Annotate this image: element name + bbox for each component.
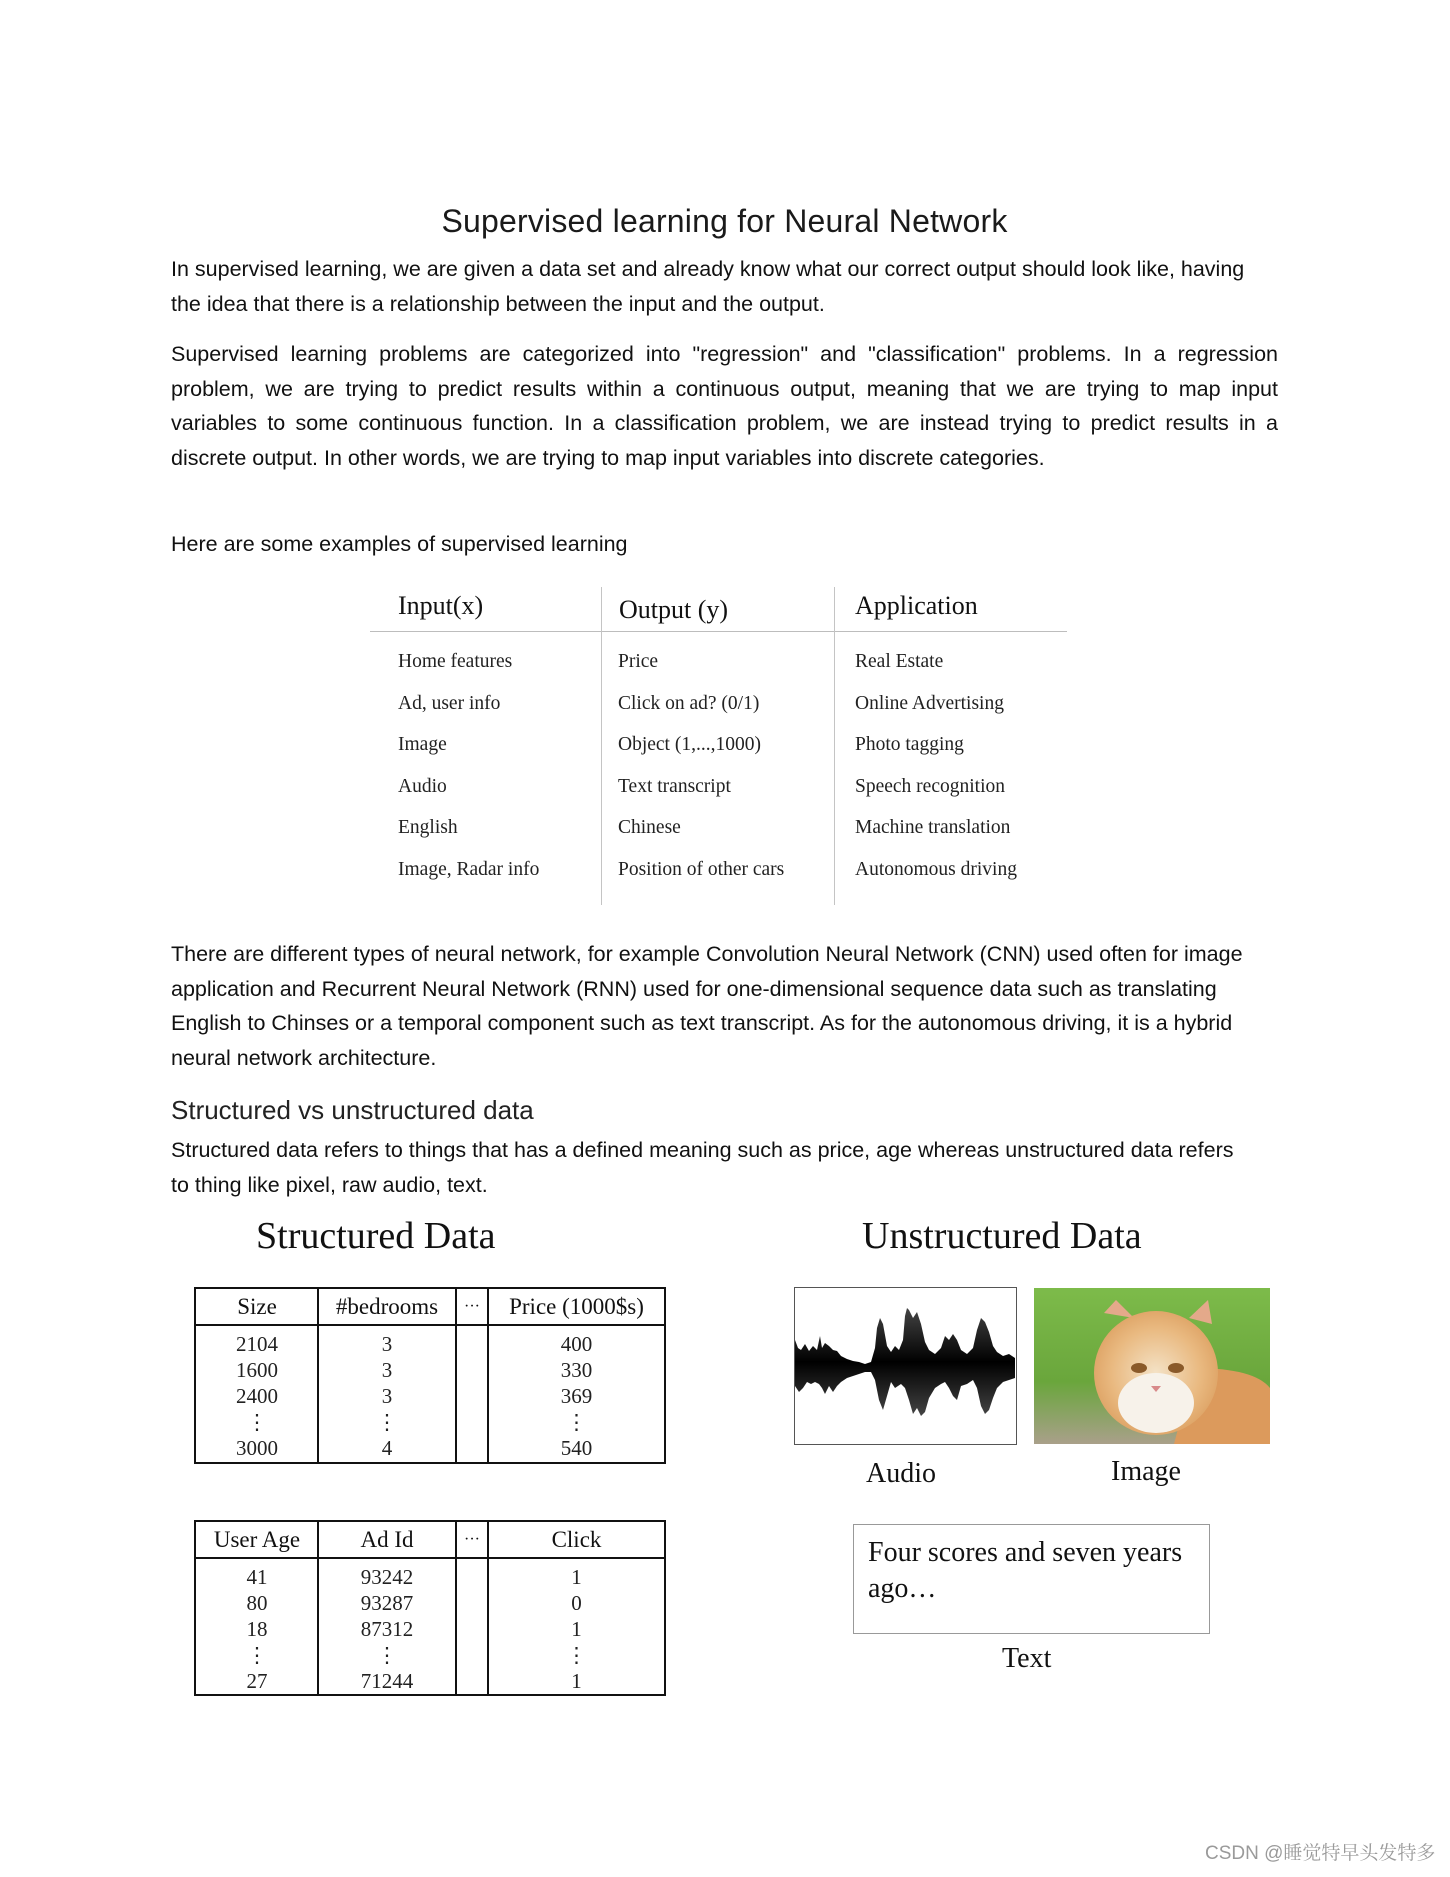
cell: 41 bbox=[246, 1565, 268, 1589]
waveform-icon bbox=[795, 1288, 1015, 1443]
cell: 1 bbox=[571, 1669, 582, 1693]
cell-application: Photo tagging bbox=[855, 734, 964, 755]
header-user-age: User Age bbox=[213, 1527, 301, 1552]
click-column bbox=[489, 1564, 664, 1694]
cell: 93287 bbox=[360, 1591, 414, 1615]
cell-application: Autonomous driving bbox=[855, 859, 1017, 880]
cell: 1 bbox=[571, 1617, 582, 1641]
cat-image-icon bbox=[1034, 1288, 1270, 1444]
vdots: ⋮ bbox=[376, 1410, 398, 1434]
audio-label: Audio bbox=[866, 1458, 936, 1489]
cell-application: Machine translation bbox=[855, 817, 1011, 838]
header-ellipsis: ··· bbox=[464, 1298, 480, 1315]
size-column bbox=[196, 1331, 318, 1461]
cell-input: English bbox=[398, 817, 458, 838]
cell: 4 bbox=[381, 1436, 393, 1460]
cell: 3 bbox=[381, 1358, 393, 1382]
cell-output: Click on ad? (0/1) bbox=[618, 693, 760, 714]
cell: 400 bbox=[560, 1332, 593, 1356]
document-title: Supervised learning for Neural Network bbox=[441, 203, 1008, 239]
cat-photo bbox=[1034, 1288, 1270, 1444]
section-heading: Structured vs unstructured data bbox=[171, 1095, 534, 1125]
cell: 330 bbox=[560, 1358, 593, 1382]
cell: 93242 bbox=[360, 1565, 414, 1589]
cell-input: Home features bbox=[398, 651, 513, 672]
price-column bbox=[489, 1331, 664, 1461]
cell-input: Image bbox=[398, 734, 447, 755]
header-application: Application bbox=[855, 591, 978, 620]
cell-application: Speech recognition bbox=[855, 776, 1005, 797]
cell: 3 bbox=[381, 1384, 393, 1408]
header-ellipsis: ··· bbox=[464, 1531, 480, 1548]
categories-paragraph: Supervised learning problems are categorized into "regression" and "classification" problems. In a regression problem, we are trying to predict results within a continuous output, meaning that we are trying to map input variables to some continuous function. In a classification problem, we are instead trying to predict results in a discrete output. In other words, we are trying to map input variables into discrete categories. bbox=[171, 342, 1278, 470]
vdots: ⋮ bbox=[246, 1643, 268, 1667]
header-rule bbox=[370, 631, 1067, 632]
cell: 1600 bbox=[236, 1358, 278, 1382]
cell: 369 bbox=[560, 1384, 593, 1408]
user-age-column bbox=[196, 1564, 318, 1694]
vdots: ⋮ bbox=[246, 1410, 268, 1434]
header-ad-id: Ad Id bbox=[360, 1527, 414, 1552]
header-input: Input(x) bbox=[398, 591, 484, 620]
vdots: ⋮ bbox=[566, 1643, 587, 1667]
header-size: Size bbox=[237, 1294, 277, 1319]
cell: 80 bbox=[246, 1591, 268, 1615]
cell: 18 bbox=[246, 1617, 268, 1641]
text-sample-box: Four scores and seven years ago… bbox=[853, 1524, 1210, 1634]
ad-id-column bbox=[319, 1564, 455, 1694]
header-price: Price (1000$s) bbox=[509, 1294, 644, 1319]
header-bedrooms: #bedrooms bbox=[335, 1294, 439, 1319]
cell-output: Price bbox=[618, 651, 659, 672]
column-divider bbox=[834, 587, 835, 905]
unstructured-data-title: Unstructured Data bbox=[862, 1215, 1142, 1257]
cell-input: Ad, user info bbox=[398, 693, 501, 714]
header-output: Output (y) bbox=[619, 595, 729, 624]
cell: 0 bbox=[571, 1591, 582, 1615]
cell: 27 bbox=[246, 1669, 268, 1693]
cell: 2400 bbox=[236, 1384, 278, 1408]
vdots: ⋮ bbox=[566, 1410, 587, 1434]
examples-table bbox=[370, 587, 1067, 905]
bedrooms-column bbox=[319, 1331, 455, 1461]
column-divider bbox=[601, 587, 602, 905]
ads-table bbox=[194, 1520, 666, 1696]
audio-waveform-image bbox=[794, 1287, 1017, 1445]
cell: 1 bbox=[571, 1565, 582, 1589]
image-label: Image bbox=[1111, 1456, 1181, 1487]
vdots: ⋮ bbox=[376, 1643, 398, 1667]
cell: 3 bbox=[381, 1332, 393, 1356]
cell-application: Real Estate bbox=[855, 651, 944, 672]
nn-types-paragraph: There are different types of neural network, for example Convolution Neural Network (CNN) used often for image application and Recurrent Neural Network (RNN) used for one-dimensional sequence data such as translating English to Chinses or a temporal component such as text transcript. As for the autonomous driving, it is a hybrid neural network architecture. bbox=[171, 942, 1243, 1070]
cell: 540 bbox=[560, 1436, 593, 1460]
cell-output: Chinese bbox=[618, 817, 681, 838]
housing-table bbox=[194, 1287, 666, 1464]
cell-output: Text transcript bbox=[618, 776, 731, 797]
cell: 87312 bbox=[360, 1617, 414, 1641]
cell: 71244 bbox=[360, 1669, 414, 1693]
cell-application: Online Advertising bbox=[855, 693, 1004, 714]
cell: 3000 bbox=[236, 1436, 278, 1460]
header-click: Click bbox=[551, 1527, 602, 1552]
cell: 2104 bbox=[236, 1332, 278, 1356]
cell-output: Position of other cars bbox=[618, 859, 785, 880]
cell-input: Audio bbox=[398, 776, 447, 797]
watermark: CSDN @睡觉特早头发特多 bbox=[1205, 1843, 1436, 1864]
examples-intro: Here are some examples of supervised learning bbox=[171, 532, 628, 556]
intro-paragraph: In supervised learning, we are given a data set and already know what our correct output should look like, having the idea that there is a relationship between the input and the output. bbox=[171, 257, 1245, 316]
structured-data-title: Structured Data bbox=[256, 1215, 496, 1257]
structured-desc-paragraph: Structured data refers to things that has a defined meaning such as price, age whereas unstructured data refers to thing like pixel, raw audio, text. bbox=[171, 1138, 1234, 1197]
cell-input: Image, Radar info bbox=[398, 859, 540, 880]
cell-output: Object (1,...,1000) bbox=[618, 734, 761, 755]
text-label: Text bbox=[1002, 1643, 1052, 1674]
